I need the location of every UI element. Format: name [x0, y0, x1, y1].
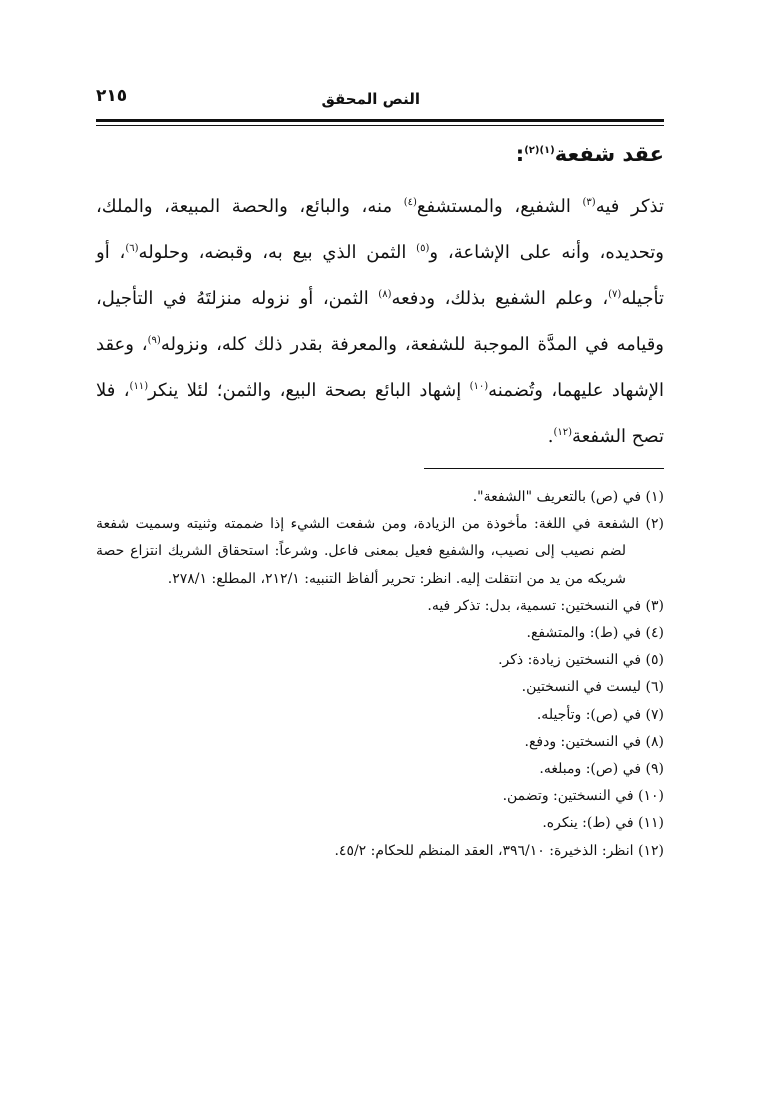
header-rule-thick [96, 119, 664, 122]
footnote-ref[interactable]: (١٠) [469, 381, 489, 392]
footnote-9: (٩) في (ص): ومبلغه. [539, 761, 664, 778]
running-title: النص المحقق [321, 90, 420, 108]
body-paragraph [96, 184, 664, 460]
body-text-segment: الثمن الذي بيع به، وقبضه، وحلوله [138, 242, 417, 263]
footnote-ref[interactable]: (١١) [129, 381, 149, 392]
footnote-10: (١٠) في النسختين: وتضمن. [502, 788, 664, 805]
footnote-ref[interactable]: (٣) [582, 197, 596, 208]
footnote-ref[interactable]: (٤) [403, 197, 417, 208]
footnote-11: (١١) في (ط): ينكره. [542, 815, 664, 832]
footnote-ref[interactable]: (٢) [524, 145, 540, 156]
body-text-segment: ، أو تأجيله [96, 242, 664, 309]
footnote-1: (١) في (ص) بالتعريف "الشفعة". [472, 489, 664, 505]
footnote-8: (٨) في النسختين: ودفع. [524, 733, 664, 750]
section-heading-colon: : [515, 142, 525, 166]
footnote-separator [424, 468, 664, 469]
body-text-segment: ، وعقد الإشهاد عليهما، وتُضمنه [96, 334, 664, 401]
page-number: ٢١٥ [96, 86, 128, 106]
footnote-7: (٧) في (ص): وتأجيله. [536, 706, 664, 723]
body-text-segment: . [547, 426, 554, 447]
footnote-ref[interactable]: (١) [539, 145, 555, 156]
footnote-ref[interactable]: (١٢) [553, 427, 573, 438]
body-text-segment: تذكر فيه [595, 196, 664, 217]
footnotes [96, 484, 664, 865]
running-header [96, 84, 664, 118]
footnote-2: (٢) الشفعة في اللغة: مأخوذة من الزيادة، ومن شفعت الشيء إذا ضممته وثنيته وسميت شفعة لضم نصيب إلى نصيب، والشفيع فعيل بمعنى فاعل. وشرعاً: استحقاق الشريك انتزاع حصة شريكه من يد من انتقلت إليه. انظر: تحرير ألفاظ التنبيه: ٢١٢/١، المطلع: ٢٧٨/١. [96, 516, 664, 587]
body-text-segment: منه، والبائع، والحصة المبيعة، والملك، وتحديده، وأنه على الإشاعة، و [96, 196, 664, 263]
body-text-segment: إشهاد البائع بصحة البيع، والثمن؛ لئلا ينكر [148, 380, 470, 401]
footnote-ref[interactable]: (٦) [125, 243, 139, 254]
footnote-4: (٤) في (ط): والمتشفع. [526, 625, 664, 642]
footnote-ref[interactable]: (٨) [378, 289, 392, 300]
footnote-3: (٣) في النسختين: تسمية، بدل: تذكر فيه. [427, 597, 664, 614]
body-text-segment: ، وعلم الشفيع بذلك، ودفعه [391, 288, 609, 309]
section-heading-text: عقد شفعة [554, 142, 664, 166]
footnote-ref[interactable]: (٩) [147, 335, 161, 346]
footnote-ref[interactable]: (٧) [608, 289, 622, 300]
footnote-6: (٦) ليست في النسختين. [521, 679, 664, 696]
section-heading [516, 142, 664, 166]
body-text-segment: الثمن، أو نزوله منزلتَهُ في التأجيل، وقيامه في المدَّة الموجبة للشفعة، والمعرفة بقدر ذلك كله، ونزوله [96, 288, 664, 355]
footnote-12: (١٢) انظر: الذخيرة: ٣٩٦/١٠، العقد المنظم للحكام: ٤٥/٢. [334, 842, 664, 859]
footnote-ref[interactable]: (٥) [416, 243, 430, 254]
body-text-segment: الشفيع، والمستشفع [416, 196, 583, 217]
body-paragraph-text [96, 184, 664, 460]
header-rule-thin [96, 125, 664, 126]
body-text-segment: ، فلا تصح الشفعة [96, 380, 664, 447]
footnote-5: (٥) في النسختين زيادة: ذكر. [498, 652, 664, 669]
